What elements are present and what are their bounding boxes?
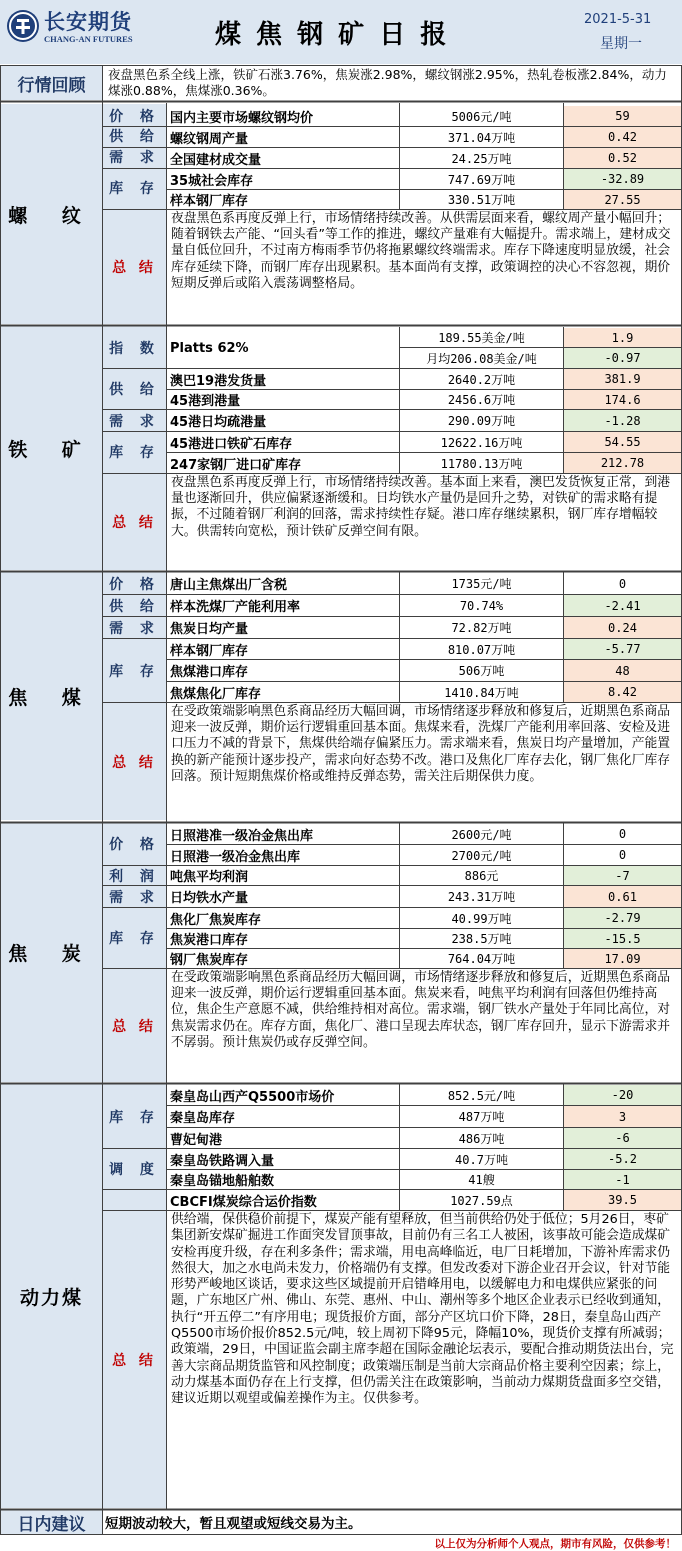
thermal-coal-summary: 供给端，保供稳价前提下，煤炭产能有望释放，但当前供给仍处于低位；5月26日，枣矿集团新安煤矿掘进工作面突发冒顶事故，目前仍有三名工人被困，该事故可能会造成煤矿安检再度升级，存在利多条件；需求端，用电高峰临近，电厂日耗增加，下游补库需求仍然很大，加之水电尚未发力，价格端仍有支撑。但发改委对下游企业召开会议，针对节能形势严峻地区谈话，要求这些区域提前开启错峰用电，以缓解电力和电煤供应紧张的问题，广东地区广州、佛山、东莞、惠州、中山、潮州等多个地区企业表示已经收到通知，执行“开五停二”有序用电；现货报价方面，部分产区坑口价下降，28日，秦皇岛山西产Q5500市场价报价852.5元/吨，较上周初下降95元，降幅10%，现货价支撑有所减弱；政策端，29日，中国证监会副主席李超在国际金融论坛表示，要配合推动期货法出台，完善大宗商品期货监管和风控制度；政策端压制是当前大宗商品价格主要利空因素；综上，动力煤基本面仍存在上行支撑，但仍需关注在政策影响，当前动力煤期货盘面多空交错，建议近期以观望或偏差操作为主。仅供参考。 [171,1212,674,1407]
coke-item: 焦化厂焦炭库存 [170,912,262,928]
iron-ore-value: 11780.13万吨 [440,456,523,471]
rebar-item: 样本钢厂库存 [170,194,249,209]
coking-coal-value: 1735元/吨 [451,577,512,591]
iron-ore-section-name: 铁 矿 [8,438,95,461]
rebar-item: 35城社会库存 [170,173,254,189]
coking-coal-item: 焦煤港口库存 [170,665,249,680]
coking-coal-item: 样本洗煤厂产能利用率 [170,600,301,615]
intraday-text: 短期波动较大，暂且观望或短线交易为主。 [105,1516,362,1532]
iron-ore-value: 2456.6万吨 [447,393,516,407]
iron-ore-cat-supply: 供 给 [109,382,160,398]
thermal-coal-value: 486万吨 [458,1131,505,1146]
thermal-coal-change: 3 [564,1106,681,1127]
market-review-text: 夜盘黑色系全线上涨，铁矿石涨3.76%，焦炭涨2.98%，螺纹钢涨2.95%，热轧卷板涨2.84%，动力煤涨0.88%，焦煤涨0.36%。 [108,67,667,98]
coke-item: 日均铁水产量 [170,891,249,906]
thermal-coal-change: -5.2 [564,1149,681,1169]
report-date: 2021-5-31 [584,12,652,27]
coke-value: 886元 [464,869,499,883]
rebar-change: 59 [564,106,681,126]
intraday-label: 日内建议 [17,1514,86,1534]
iron-ore-change: 212.78 [564,453,681,473]
thermal-coal-summary-label: 总 结 [112,1352,157,1369]
coking-coal-cat-stock: 库 存 [109,663,160,680]
thermal-coal-value: 40.7万吨 [455,1152,508,1167]
coking-coal-change: -2.41 [564,595,681,616]
iron-ore-platts-monthly-value: 月均206.08美金/吨 [426,351,537,366]
coke-summary: 在受政策端影响黑色系商品经历大幅回调，市场情绪逐步释放和修复后，近期黑色系商品迎来一波反弹，期价运行逻辑重回基本面。焦炭来看，吨焦平均利润有回落但仍维持高位，焦企生产意愿不减，供给维持相对高位。需求端，钢厂铁水产量处于年同比高位，对焦炭需求仍在。库存方面，焦化厂、港口呈现去库状态，钢厂库存回升，显示下游需求并不孱弱。预计焦炭仍或存反弹空间。 [171,970,671,1050]
company-name-cn: 长安期货 [44,10,132,34]
thermal-coal-value: 852.5元/吨 [447,1088,516,1103]
coking-coal-value: 1410.84万吨 [444,685,519,700]
iron-ore-cat-index: 指 数 [109,341,160,357]
rebar-change: 0.42 [564,127,681,147]
rebar-cat-stock: 库 存 [109,181,160,197]
iron-ore-item: 澳巴19港发货量 [170,373,267,389]
rebar-summary-label: 总 结 [112,259,157,276]
coking-coal-cat-price: 价 格 [109,576,160,593]
coking-coal-summary-label: 总 结 [112,754,157,771]
coking-coal-item: 焦煤焦化厂库存 [170,686,262,702]
rebar-section-name: 螺 纹 [8,204,95,227]
coke-change: -15.5 [564,929,681,948]
thermal-coal-item: 曹妃甸港 [170,1132,223,1148]
coking-coal-value: 810.07万吨 [447,642,516,657]
iron-ore-value: 2640.2万吨 [447,372,516,387]
thermal-coal-cat-dispatch: 调 度 [109,1162,160,1178]
rebar-cat-supply: 供 给 [109,129,160,145]
coke-item: 日照港准一级冶金焦出库 [170,828,314,844]
iron-ore-cat-stock: 库 存 [109,445,160,461]
company-name-en: CHANG-AN FUTURES [44,34,133,44]
iron-ore-value: 12622.16万吨 [440,435,523,450]
iron-ore-platts-item: Platts 62% [170,340,249,356]
thermal-coal-value: 487万吨 [458,1110,505,1124]
report-weekday: 星期一 [600,36,642,52]
rebar-value: 5006元/吨 [451,109,512,124]
coke-item: 吨焦平均利润 [170,870,249,885]
coking-coal-cat-supply: 供 给 [109,598,160,615]
thermal-coal-item: CBCFI煤炭综合运价指数 [170,1194,317,1210]
coke-cat-demand: 需 求 [109,889,160,906]
thermal-coal-cat-stock: 库 存 [109,1109,160,1126]
thermal-coal-item: 秦皇岛锚地船舶数 [170,1174,275,1189]
coking-coal-item: 样本钢厂库存 [170,643,249,659]
iron-ore-item: 45港进口铁矿石库存 [170,436,293,452]
coking-coal-change: 0 [564,573,681,594]
iron-ore-cat-demand: 需 求 [109,413,160,430]
rebar-cat-demand: 需 求 [109,150,160,166]
thermal-coal-item: 秦皇岛铁路调入量 [170,1153,275,1169]
rebar-item: 螺纹钢周产量 [170,131,249,147]
coke-change: 17.09 [564,949,681,968]
coke-item: 日照港一级冶金焦出库 [170,849,301,865]
coking-coal-value: 72.82万吨 [451,621,512,635]
report-title: 煤 焦 钢 矿 日 报 [215,20,450,50]
coking-coal-cat-demand: 需 求 [109,620,160,637]
iron-ore-summary: 夜盘黑色系再度反弹上行，市场情绪持续改善。基本面上来看，澳巴发货恢复正常，到港量也逐渐回升，供应偏紧逐渐缓和。日均铁水产量仍是回升之势，对铁矿的需求略有提振，不过随着钢厂利润的回落，需求持续性存疑。港口库存继续累积，钢厂库存增幅较大。供需转向宽松，预计铁矿反弹空间有限。 [171,475,671,539]
iron-ore-platts-value: 189.55美金/吨 [438,331,525,345]
iron-ore-platts-change: 1.9 [564,328,681,347]
coking-coal-item: 焦炭日均产量 [170,622,249,637]
coking-coal-summary: 在受政策端影响黑色系商品经历大幅回调，市场情绪逐步释放和修复后，近期黑色系商品迎来一波反弹，期价运行逻辑重回基本面。焦煤来看，洗煤厂产能利用率回落、安检及进口压力不减的背景下，焦煤供给端存偏紧压力。需求端来看，焦炭日均产量增加，产能置换的新产能预计逐步投产，需求向好态势不改。港口及焦化厂库存去化，钢厂焦化厂库存回落。预计短期焦煤价格或维持反弹态势，需关注后期保供力度。 [171,704,671,784]
thermal-coal-value: 41艘 [468,1173,495,1187]
coke-change: 0 [564,845,681,865]
rebar-change: 0.52 [564,148,681,168]
coking-coal-item: 唐山主焦煤出厂含税 [170,578,288,593]
rebar-cat-price: 价 格 [109,109,160,125]
coke-cat-profit: 利 润 [109,868,160,885]
coke-item: 焦炭港口库存 [170,933,249,948]
coke-value: 243.31万吨 [447,890,516,904]
iron-ore-change: 381.9 [564,369,681,389]
thermal-coal-change: -6 [564,1128,681,1148]
iron-ore-item: 45港到港量 [170,394,241,409]
rebar-value: 330.51万吨 [447,193,516,207]
iron-ore-item: 45港日均疏港量 [170,415,267,430]
coke-change: 0 [564,824,681,844]
coking-coal-change: -5.77 [564,639,681,659]
coke-cat-price: 价 格 [109,837,160,853]
iron-ore-change: 54.55 [564,432,681,452]
coking-coal-section-name: 焦 煤 [8,686,95,709]
coke-change: -7 [564,866,681,885]
thermal-coal-change: -1 [564,1170,681,1189]
rebar-item: 国内主要市场螺纹钢均价 [170,110,314,126]
coke-change: -2.79 [564,908,681,928]
coke-value: 40.99万吨 [451,911,512,926]
footer-disclaimer: 以上仅为分析师个人观点，期市有风险，仅供参考！ [434,1538,676,1550]
rebar-change: 27.55 [564,190,681,209]
rebar-value: 747.69万吨 [447,172,516,187]
coking-coal-change: 8.42 [564,682,681,702]
coke-value: 238.5万吨 [451,932,512,946]
coke-value: 2600元/吨 [451,827,512,842]
iron-ore-summary-label: 总 结 [112,515,157,531]
thermal-coal-section-name: 动力煤 [19,1286,83,1309]
coke-section-name: 焦 炭 [8,943,95,965]
coke-item: 钢厂焦炭库存 [170,953,249,968]
thermal-coal-item: 秦皇岛山西产Q5500市场价 [170,1089,335,1105]
iron-ore-item: 247家钢厂进口矿库存 [170,457,302,473]
coke-cat-stock: 库 存 [109,931,160,947]
market-review-label: 行情回顾 [17,75,86,96]
iron-ore-platts-monthly-change: -0.97 [564,348,681,368]
thermal-coal-item: 秦皇岛库存 [170,1111,236,1126]
iron-ore-value: 290.09万吨 [447,414,516,428]
iron-ore-change: 174.6 [564,390,681,409]
thermal-coal-change: 39.5 [564,1190,681,1210]
coking-coal-value: 70.74% [459,598,504,613]
coke-value: 764.04万吨 [447,952,516,966]
iron-ore-change: -1.28 [564,410,681,431]
rebar-summary: 夜盘黑色系再度反弹上行，市场情绪持续改善。从供需层面来看，螺纹周产量小幅回升；随着钢铁去产能、“回头看”等工作的推进，螺纹产量难有大幅提升。需求端上，建材成交量自低位回升，不过南方梅雨季节仍将拖累螺纹终端需求。库存下降速度明显放缓，社会库存延续下降，而钢厂库存出现累积。基本面尚有支撑，政策调控的决心不容忽视，期价短期反弹后或陷入震荡调整格局。 [171,211,671,291]
coking-coal-change: 0.24 [564,617,681,638]
coking-coal-change: 48 [564,660,681,681]
coke-change: 0.61 [564,886,681,907]
thermal-coal-change: -20 [564,1085,681,1105]
rebar-value: 24.25万吨 [451,151,512,166]
rebar-value: 371.04万吨 [447,130,516,145]
thermal-coal-value: 1027.59点 [450,1193,513,1208]
rebar-change: -32.89 [564,169,681,189]
coke-summary-label: 总 结 [112,1018,157,1035]
coke-value: 2700元/吨 [451,848,512,863]
coking-coal-value: 506万吨 [458,664,505,678]
rebar-item: 全国建材成交量 [170,152,262,168]
